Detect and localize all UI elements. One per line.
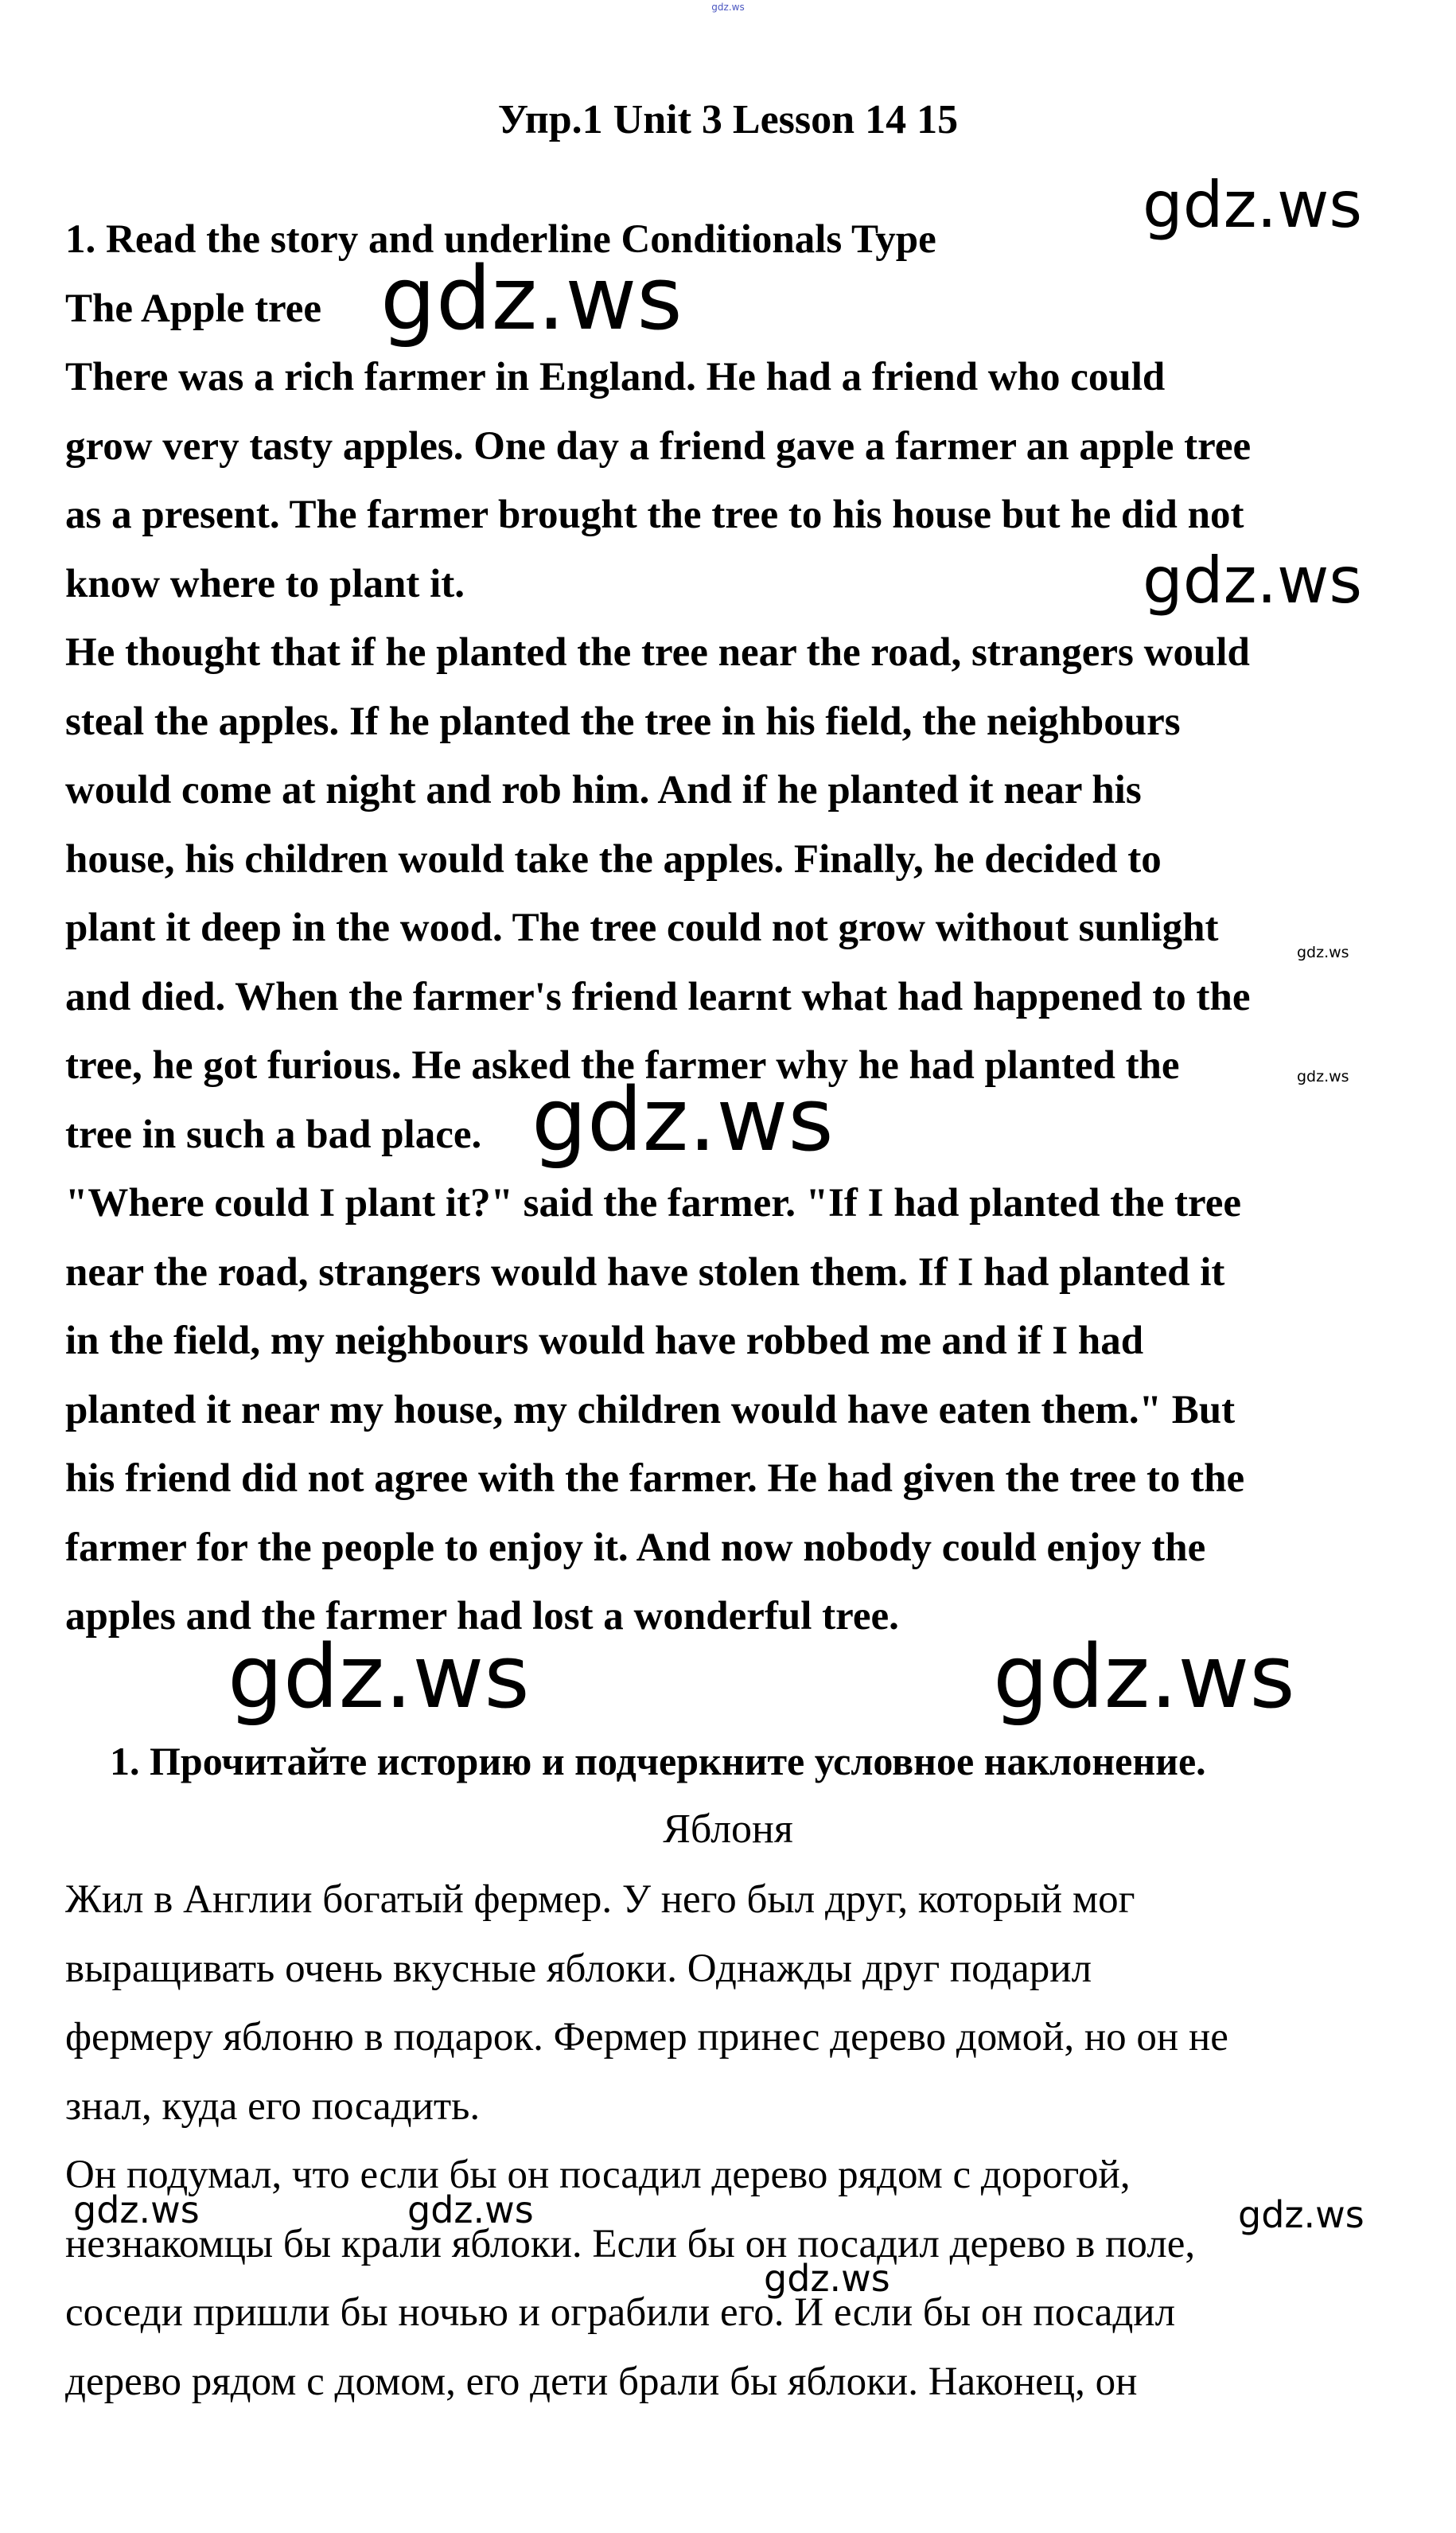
- watermark: gdz.ws: [73, 2188, 200, 2231]
- watermark: gdz.ws: [228, 1626, 530, 1728]
- text-line: steal the apples. If he planted the tree in his field, the neighbours: [65, 699, 1181, 744]
- task-heading: 1. Read the story and underline Conditionals Type: [65, 217, 936, 262]
- page-title: Упр.1 Unit 3 Lesson 14 15: [497, 97, 959, 142]
- top-watermark: gdz.ws: [711, 2, 745, 13]
- text-line: соседи пришли бы ночью и ограбили его. И если бы он посадил: [65, 2290, 1176, 2335]
- text-line: знал, куда его посадить.: [65, 2083, 481, 2129]
- text-line: and died. When the farmer's friend learnt what had happened to the: [65, 974, 1251, 1019]
- text-line: grow very tasty apples. One day a friend gave a farmer an apple tree: [65, 423, 1252, 469]
- watermark: gdz.ws: [993, 1626, 1295, 1728]
- watermark: gdz.ws: [1238, 2193, 1365, 2236]
- watermark: gdz.ws: [764, 2257, 890, 2300]
- text-line: would come at night and rob him. And if he planted it near his: [65, 768, 1142, 813]
- text-line: tree in such a bad place.: [65, 1112, 482, 1157]
- text-line: He thought that if he planted the tree near the road, strangers would: [65, 630, 1250, 675]
- text-line: apples and the farmer had lost a wonderful tree.: [65, 1594, 899, 1639]
- story-title: The Apple tree: [65, 286, 322, 331]
- watermark: gdz.ws: [1143, 168, 1363, 242]
- text-line: house, his children would take the apples. Finally, he decided to: [65, 836, 1162, 882]
- english-text-block: [65, 205, 1418, 1651]
- text-line: plant it deep in the wood. The tree could not grow without sunlight: [65, 906, 1219, 950]
- text-line: Он подумал, что если бы он посадил дерево рядом с дорогой,: [65, 2153, 1131, 2197]
- text-line: planted it near my house, my children would have eaten them." But: [65, 1387, 1236, 1432]
- text-line: Жил в Англии богатый фермер. У него был друг, который мог: [65, 1877, 1135, 1922]
- text-line: дерево рядом с домом, его дети брали бы яблоки. Наконец, он: [65, 2359, 1138, 2404]
- text-line: near the road, strangers would have stolen them. If I had planted it: [65, 1249, 1225, 1295]
- text-line: in the field, my neighbours would have robbed me and if I had: [65, 1319, 1144, 1363]
- watermark: gdz.ws: [407, 2188, 534, 2231]
- watermark: gdz.ws: [1143, 544, 1363, 618]
- russian-story-title: Яблоня: [663, 1806, 793, 1852]
- watermark: gdz.ws: [1297, 944, 1349, 961]
- text-line: as a present. The farmer brought the tree to his house but he did not: [65, 493, 1244, 537]
- text-line: выращивать очень вкусные яблоки. Однажды друг подарил: [65, 1946, 1092, 1991]
- text-line: фермеру яблоню в подарок. Фермер принес дерево домой, но он не: [65, 2015, 1228, 2060]
- text-line: There was a rich farmer in England. He had a friend who could: [65, 355, 1166, 399]
- russian-task-heading: 1. Прочитайте историю и подчеркните условное наклонение.: [110, 1739, 1206, 1783]
- text-line: farmer for the people to enjoy it. And now nobody could enjoy the: [65, 1525, 1206, 1570]
- watermark: gdz.ws: [531, 1069, 834, 1171]
- watermark: gdz.ws: [1297, 1068, 1349, 1085]
- watermark: gdz.ws: [380, 247, 683, 349]
- text-line: "Where could I plant it?" said the farmer. "If I had planted the tree: [65, 1181, 1242, 1226]
- russian-text-block: [65, 1865, 1434, 2416]
- text-line: tree, he got furious. He asked the farmer why he had planted the: [65, 1043, 1180, 1088]
- text-line: his friend did not agree with the farmer. He had given the tree to the: [65, 1456, 1245, 1501]
- text-line: незнакомцы бы крали яблоки. Если бы он посадил дерево в поле,: [65, 2221, 1196, 2266]
- text-line: know where to plant it.: [65, 561, 465, 606]
